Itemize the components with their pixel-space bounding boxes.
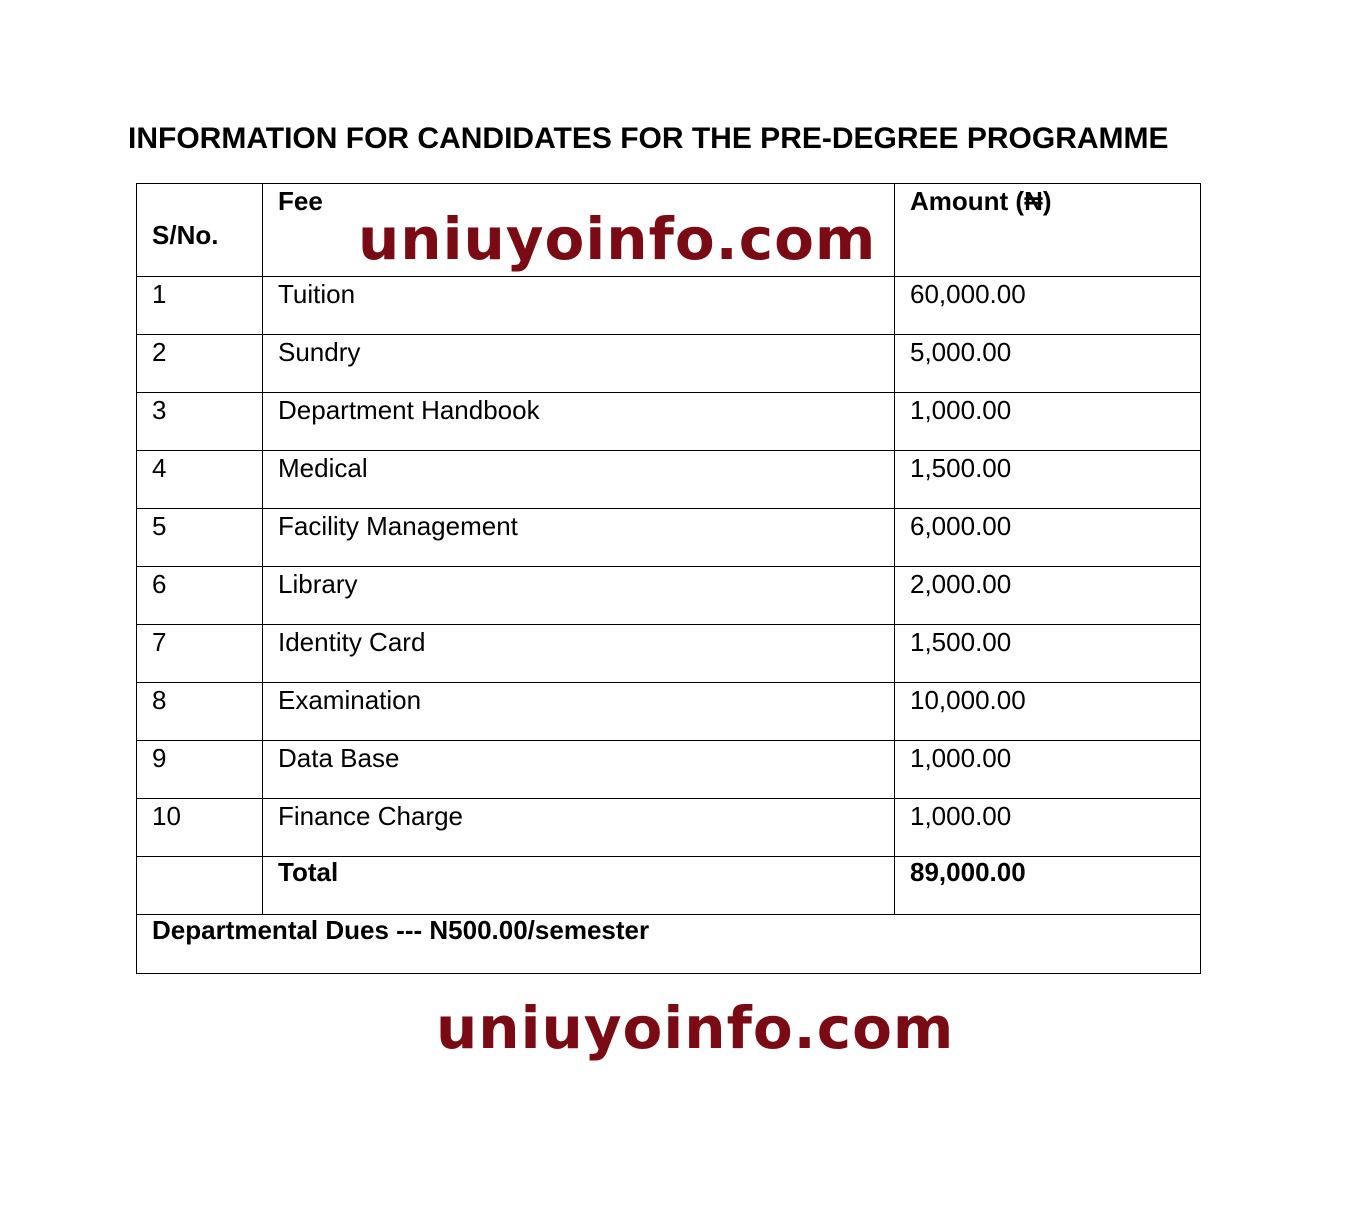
row-amount: 10,000.00 [895,683,1201,741]
table-row [137,393,1201,451]
table-row [137,451,1201,509]
row-fee: Tuition [263,277,895,335]
row-amount: 2,000.00 [895,567,1201,625]
table-header-row [137,184,1201,277]
page-title: INFORMATION FOR CANDIDATES FOR THE PRE-DEGREE PROGRAMME [128,122,1169,155]
row-fee: Sundry [263,335,895,393]
table-row [137,683,1201,741]
header-fee-label: Fee [278,186,323,216]
table-row [137,277,1201,335]
row-fee: Examination [263,683,895,741]
row-fee: Medical [263,451,895,509]
row-sno: 3 [137,393,263,451]
table-row [137,509,1201,567]
header-amount-label: Amount (₦) [910,186,1052,216]
fee-table [136,183,1201,974]
row-sno: 4 [137,451,263,509]
total-sno-cell [137,857,263,915]
row-amount: 6,000.00 [895,509,1201,567]
total-label: Total [263,857,895,915]
total-row [137,857,1201,915]
header-cell-fee [263,184,895,277]
row-sno: 1 [137,277,263,335]
dues-row [137,915,1201,974]
table-row [137,567,1201,625]
departmental-dues-note: Departmental Dues --- N500.00/semester [137,915,1201,974]
header-cell-sno [137,184,263,277]
row-amount: 5,000.00 [895,335,1201,393]
header-sno-label: S/No. [152,220,219,250]
total-amount: 89,000.00 [895,857,1201,915]
row-fee: Department Handbook [263,393,895,451]
watermark-bottom: uniuyoinfo.com [436,994,955,1062]
row-fee: Facility Management [263,509,895,567]
table-row [137,625,1201,683]
row-fee: Library [263,567,895,625]
row-sno: 10 [137,799,263,857]
row-sno: 9 [137,741,263,799]
row-amount: 1,500.00 [895,451,1201,509]
row-amount: 1,000.00 [895,799,1201,857]
row-fee: Finance Charge [263,799,895,857]
row-amount: 1,500.00 [895,625,1201,683]
table-row [137,335,1201,393]
row-amount: 1,000.00 [895,393,1201,451]
row-sno: 8 [137,683,263,741]
row-amount: 60,000.00 [895,277,1201,335]
header-cell-amount [895,184,1201,277]
row-amount: 1,000.00 [895,741,1201,799]
watermark-top: uniuyoinfo.com [358,205,877,273]
watermark-bottom-clip [430,994,970,1062]
row-sno: 5 [137,509,263,567]
row-sno: 7 [137,625,263,683]
row-sno: 6 [137,567,263,625]
row-fee: Identity Card [263,625,895,683]
table-row [137,741,1201,799]
row-fee: Data Base [263,741,895,799]
table-row [137,799,1201,857]
row-sno: 2 [137,335,263,393]
